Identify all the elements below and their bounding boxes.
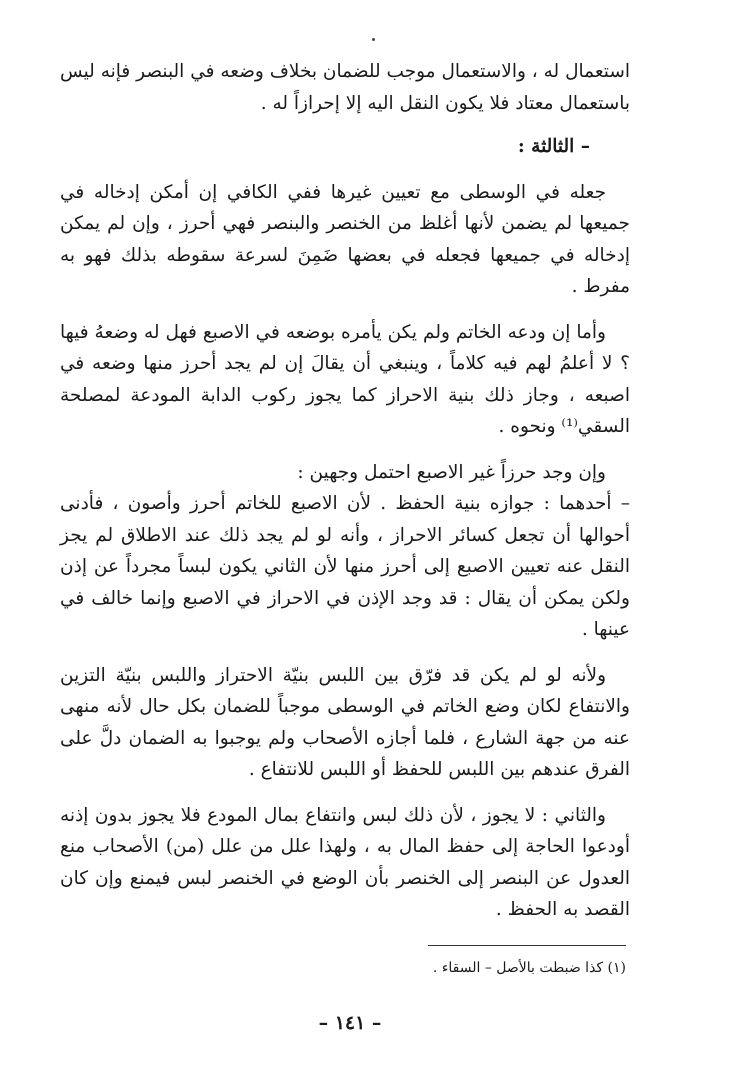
paragraph: – أحدهما : جوازه بنية الحفظ . لأن الاصبع للخاتم أحرز وأصون ، فأدنى أحوالها أن تجعل كسائر الاحراز ، وأنه لو لم يجد ذلك عند الاطلاق لم يجز النقل عنه تعيين الاصبع إلى أحرز منها لأن الثاني يكون لبساً مجرداً عن إذن ولكن يمكن أن يقال : قد وجد الإذن في الاحراز في الاصبع وإنما خالف في عينها .	[60, 493, 630, 640]
paragraph: والثاني : لا يجوز ، لأن ذلك لبس وانتفاع بمال المودع فلا يجوز بدون إذنه أودعوا الحاجة إلى حفظ المال به ، ولهذا علل من علل (من) الأصحاب منع العدول عن البنصر إلى الخنصر بأن الوضع في الخنصر لبس فيمنع وإن كان القصد به الحفظ .	[60, 804, 630, 920]
paragraph: جعله في الوسطى مع تعيين غيرها ففي الكافي إن أمكن إدخاله في جميعها لم يضمن لأنها أغلظ من الخنصر والبنصر فهي أحرز ، وإن لم يمكن إدخاله في جميعها فجعله في بعضها ضَمِنَ لسرعة سقوطه بذلك فهو به مفرط .	[60, 181, 630, 297]
paragraph: ولأنه لو لم يكن قد فرّق بين اللبس بنيّة الاحتراز واللبس بنيّة التزين والانتفاع لكان وضع الخاتم في الوسطى موجباً للضمان بكل حال لأنه منهى عنه من جهة الشارع ، فلما أجازه الأصحاب ولم يوجبوا به الضمان دلَّ على الفرق عندهم بين اللبس للحفظ أو اللبس للانتفاع .	[60, 664, 630, 780]
paragraph: وأما إن ودعه الخاتم ولم يكن يأمره بوضعه في الاصبع فهل له وضعهُ فيها ؟ لا أعلمُ لهم فيه كلاماً ، وينبغي أن يقالَ إن لم يجد أحرز منها وضعه في اصبعه ، وجاز ذلك بنية الاحراز كما يجوز ركوب الدابة المودعة لمصلحة السقي⁽¹⁾ ونحوه .	[60, 321, 630, 437]
section-heading: – الثالثة :	[517, 136, 590, 157]
print-speck	[372, 38, 375, 41]
footnote: (١) كذا ضبطت بالأصل – السقاء .	[432, 960, 626, 976]
paragraph-continuation: استعمال له ، والاستعمال موجب للضمان بخلاف وضعه في البنصر فإنه ليس باستعمال معتاد فلا يكون النقل اليه إلا إحرازاً له .	[60, 61, 630, 114]
paragraph: وإن وجد حرزاً غير الاصبع احتمل وجهين :	[297, 461, 606, 483]
body-text	[60, 56, 630, 926]
page-number: – ١٤١ –	[318, 1012, 382, 1034]
footnote-divider	[428, 945, 626, 946]
